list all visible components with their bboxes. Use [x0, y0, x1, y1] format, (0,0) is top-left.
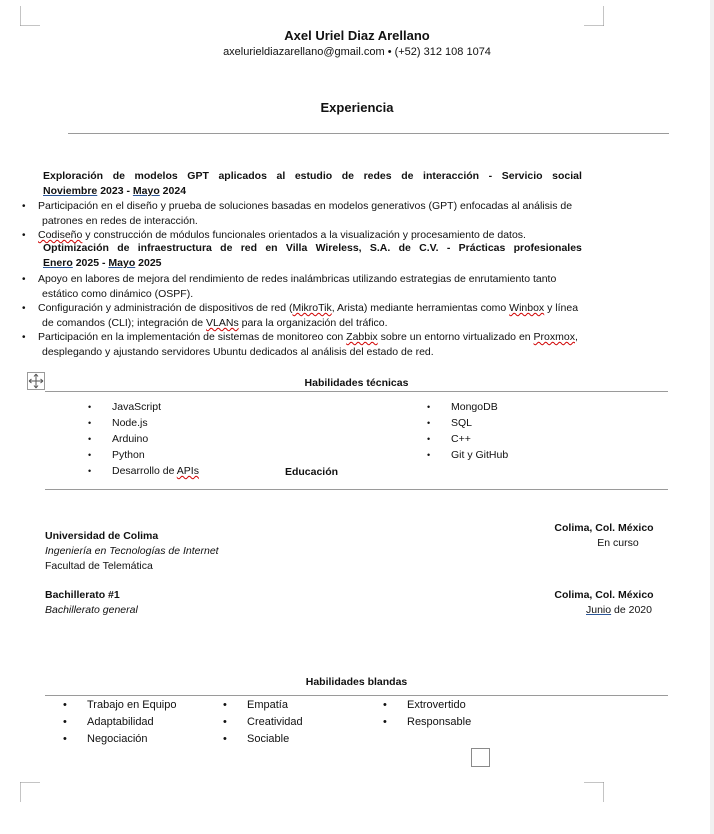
soft-skill-item[interactable]: • Adaptabilidad — [63, 716, 154, 728]
job-title-word: Servicio — [501, 170, 543, 182]
job-title-2[interactable] — [43, 242, 582, 254]
crop-mark-top-left — [20, 6, 40, 26]
soft-skill-item[interactable]: • Responsable — [383, 716, 472, 728]
table-resize-handle[interactable] — [471, 748, 490, 767]
job-1-bullet-1[interactable]: • Participación en el diseño y prueba de soluciones basadas en modelos generativos (GPT) enfocadas al análisis de patrones en redes de interacción. — [22, 200, 573, 227]
soft-skills-divider — [45, 695, 668, 696]
job-title-word: de — [398, 242, 411, 254]
job-title-word: Prácticas — [458, 242, 506, 254]
status-1[interactable]: En curso — [597, 537, 639, 549]
tech-skills-divider — [45, 391, 668, 392]
job-title-word: - — [488, 170, 493, 182]
table-move-handle-icon[interactable] — [27, 372, 45, 390]
soft-skill-item[interactable]: • Empatía — [223, 699, 288, 711]
job-title-word: de — [117, 242, 130, 254]
status-2[interactable]: Junio de 2020 — [586, 604, 652, 616]
tech-skill-item[interactable]: • Git y GitHub — [427, 449, 509, 461]
tech-skill-item[interactable]: • Desarrollo de APIs — [88, 465, 199, 477]
tech-skill-item[interactable]: • C++ — [427, 433, 471, 445]
job-title-word: infraestructura — [137, 242, 212, 254]
job-title-word: en — [265, 242, 278, 254]
job-date-2[interactable]: Enero 2025 - Mayo 2025 — [43, 257, 162, 269]
soft-skill-item[interactable]: • Sociable — [223, 733, 290, 745]
job-title-word: aplicados — [218, 170, 267, 182]
job-title-word: estudio — [294, 170, 333, 182]
job-title-word: de — [341, 170, 355, 182]
job-title-word: C.V. — [419, 242, 439, 254]
job-title-word: Optimización — [43, 242, 109, 254]
job-title-word: Wireless, — [315, 242, 362, 254]
job-1-bullet-2[interactable]: • Codiseño y construcción de módulos funcionales orientados a la visualización y procesamiento de datos. — [22, 229, 526, 241]
job-title-1[interactable] — [43, 170, 582, 182]
tech-skills-heading[interactable]: Habilidades técnicas — [304, 377, 409, 389]
crop-mark-bottom-right — [584, 782, 604, 802]
job-title-word: profesionales — [513, 242, 582, 254]
job-title-word: red — [240, 242, 258, 254]
soft-skill-item[interactable]: • Negociación — [63, 733, 148, 745]
job-title-word: de — [220, 242, 233, 254]
job-2-bullet-3[interactable]: • Participación en la implementación de sistemas de monitoreo con Zabbix sobre un entorno virtualizado en Proxmox, desplegando y ajustando servidores Ubuntu dedicados al análisis del estado de red. — [22, 331, 578, 358]
job-title-word: de — [112, 170, 125, 182]
page-edge — [710, 0, 714, 834]
tech-skill-item[interactable]: • Node.js — [88, 417, 148, 429]
education-heading[interactable]: Educación — [284, 466, 339, 478]
faculty-1[interactable]: Facultad de Telemática — [45, 560, 153, 572]
tech-skill-item[interactable]: • MongoDB — [427, 401, 498, 413]
job-title-word: Exploración — [43, 170, 104, 182]
location-1[interactable]: Colima, Col. México — [554, 522, 654, 534]
tech-skill-item[interactable]: • Python — [88, 449, 145, 461]
job-title-word: - — [446, 242, 451, 254]
experience-divider — [68, 133, 669, 134]
tech-skill-item[interactable]: • Arduino — [88, 433, 149, 445]
soft-skill-item[interactable]: • Creatividad — [223, 716, 303, 728]
school-name-2[interactable]: Bachillerato #1 — [45, 589, 120, 601]
job-title-word: S.A. — [369, 242, 391, 254]
job-title-word: modelos — [134, 170, 178, 182]
contact-info[interactable]: axelurieldiazarellano@gmail.com • (+52) 312 108 1074 — [223, 46, 491, 58]
job-title-word: al — [276, 170, 286, 182]
education-divider — [45, 489, 668, 490]
tech-skill-item[interactable]: • SQL — [427, 417, 473, 429]
tech-skill-item[interactable]: • JavaScript — [88, 401, 162, 413]
location-2[interactable]: Colima, Col. México — [554, 589, 654, 601]
job-title-word: redes — [363, 170, 392, 182]
candidate-name[interactable]: Axel Uriel Diaz Arellano — [284, 28, 430, 43]
job-2-bullet-2[interactable]: • Configuración y administración de dispositivos de red (MikroTik, Arista) mediante herramientas como Winbox y línea de comandos (CLI); integración de VLANs para la organización del tráfico. — [22, 302, 579, 329]
job-title-word: GPT — [187, 170, 209, 182]
soft-skill-item[interactable]: • Trabajo en Equipo — [63, 699, 177, 711]
job-title-word: Villa — [285, 242, 308, 254]
job-date-1[interactable]: Noviembre 2023 - Mayo 2024 — [43, 185, 187, 197]
soft-skills-heading[interactable]: Habilidades blandas — [305, 676, 408, 688]
school-name-1[interactable]: Universidad de Colima — [45, 530, 159, 542]
crop-mark-bottom-left — [20, 782, 40, 802]
job-title-word: de — [401, 170, 414, 182]
job-title-word: interacción — [423, 170, 480, 182]
degree-1[interactable]: Ingeniería en Tecnologías de Internet — [45, 545, 219, 557]
job-title-word: social — [552, 170, 582, 182]
crop-mark-top-right — [584, 6, 604, 26]
job-2-bullet-1[interactable]: • Apoyo en labores de mejora del rendimiento de redes inalámbricas utilizando estrategias de enrutamiento tanto estático como dinámico (OSPF). — [22, 273, 557, 300]
experience-heading[interactable]: Experiencia — [320, 100, 394, 115]
soft-skill-item[interactable]: • Extrovertido — [383, 699, 466, 711]
degree-2[interactable]: Bachillerato general — [45, 604, 138, 616]
